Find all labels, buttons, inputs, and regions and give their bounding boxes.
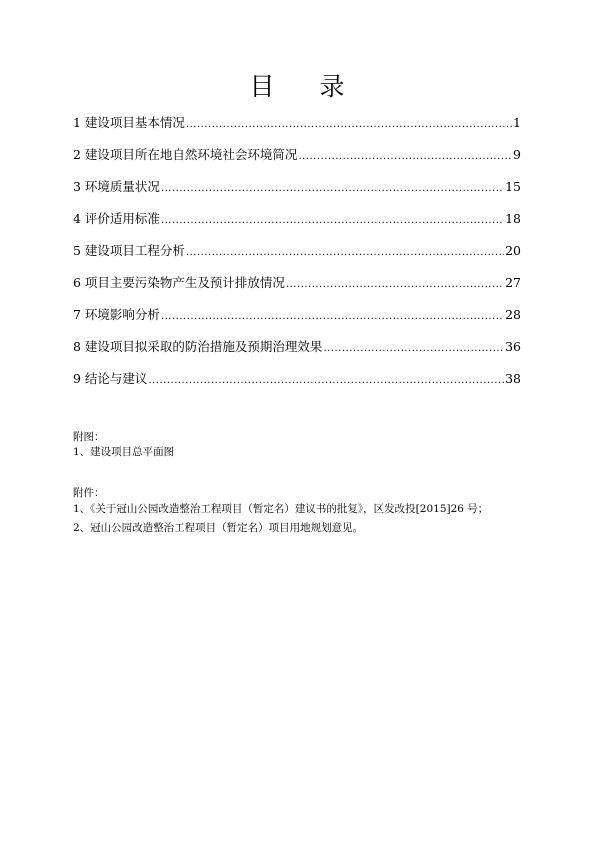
title-char-2: 录 <box>319 72 346 101</box>
toc-entry-page: 15 <box>505 179 521 194</box>
toc-entry-label: 3 环境质量状况 <box>73 179 160 194</box>
toc-entry[interactable] <box>73 337 521 369</box>
toc-entry[interactable] <box>73 177 521 209</box>
attachment-item: 1、《关于冠山公园改造整治工程项目（暂定名）建议书的批复》，区发改投[2015]26 号； <box>73 503 489 515</box>
toc-entry[interactable] <box>73 273 521 305</box>
attachment-item: 2、冠山公园改造整治工程项目（暂定名）项目用地规划意见。 <box>73 522 364 534</box>
toc-entry-label: 6 项目主要污染物产生及预计排放情况 <box>73 275 285 290</box>
toc-entry[interactable] <box>73 369 521 401</box>
toc-entry[interactable] <box>73 305 521 337</box>
toc-leader-dots <box>161 307 504 327</box>
toc-entry-page: 38 <box>505 371 521 386</box>
toc-entry-page: 18 <box>505 211 521 226</box>
table-of-contents <box>73 113 521 401</box>
toc-entry-page: 9 <box>513 147 521 162</box>
title-char-1: 目 <box>249 72 276 101</box>
toc-entry-label: 8 建设项目拟采取的防治措施及预期治理效果 <box>73 339 323 354</box>
attached-figures-list <box>73 443 174 462</box>
toc-entry-label: 1 建设项目基本情况 <box>73 115 185 130</box>
toc-entry-page: 27 <box>505 275 521 290</box>
toc-entry-label: 4 评价适用标准 <box>73 211 160 226</box>
toc-leader-dots <box>298 147 512 167</box>
attached-figures-heading-text: 附图： <box>73 431 105 443</box>
toc-leader-dots <box>161 211 504 231</box>
toc-leader-dots <box>186 115 512 135</box>
toc-entry[interactable] <box>73 145 521 177</box>
toc-entry[interactable] <box>73 209 521 241</box>
toc-entry-label: 7 环境影响分析 <box>73 307 160 322</box>
toc-entry[interactable] <box>73 241 521 273</box>
toc-entry-page: 28 <box>505 307 521 322</box>
toc-entry-page: 20 <box>505 243 521 258</box>
toc-entry-label: 9 结论与建议 <box>73 371 148 386</box>
attached-figure-item: 1、建设项目总平面图 <box>73 446 175 458</box>
toc-entry[interactable] <box>73 113 521 145</box>
toc-leader-dots <box>161 179 504 199</box>
attachments-heading-text: 附件： <box>73 487 105 499</box>
attachments-list <box>73 500 543 538</box>
page-title <box>0 72 595 102</box>
toc-entry-page: 1 <box>513 115 521 130</box>
toc-entry-page: 36 <box>505 339 521 354</box>
toc-entry-label: 5 建设项目工程分析 <box>73 243 185 258</box>
toc-leader-dots <box>148 371 504 391</box>
toc-leader-dots <box>186 243 504 263</box>
toc-leader-dots <box>323 339 504 359</box>
toc-entry-label: 2 建设项目所在地自然环境社会环境简况 <box>73 147 298 162</box>
toc-leader-dots <box>286 275 504 295</box>
